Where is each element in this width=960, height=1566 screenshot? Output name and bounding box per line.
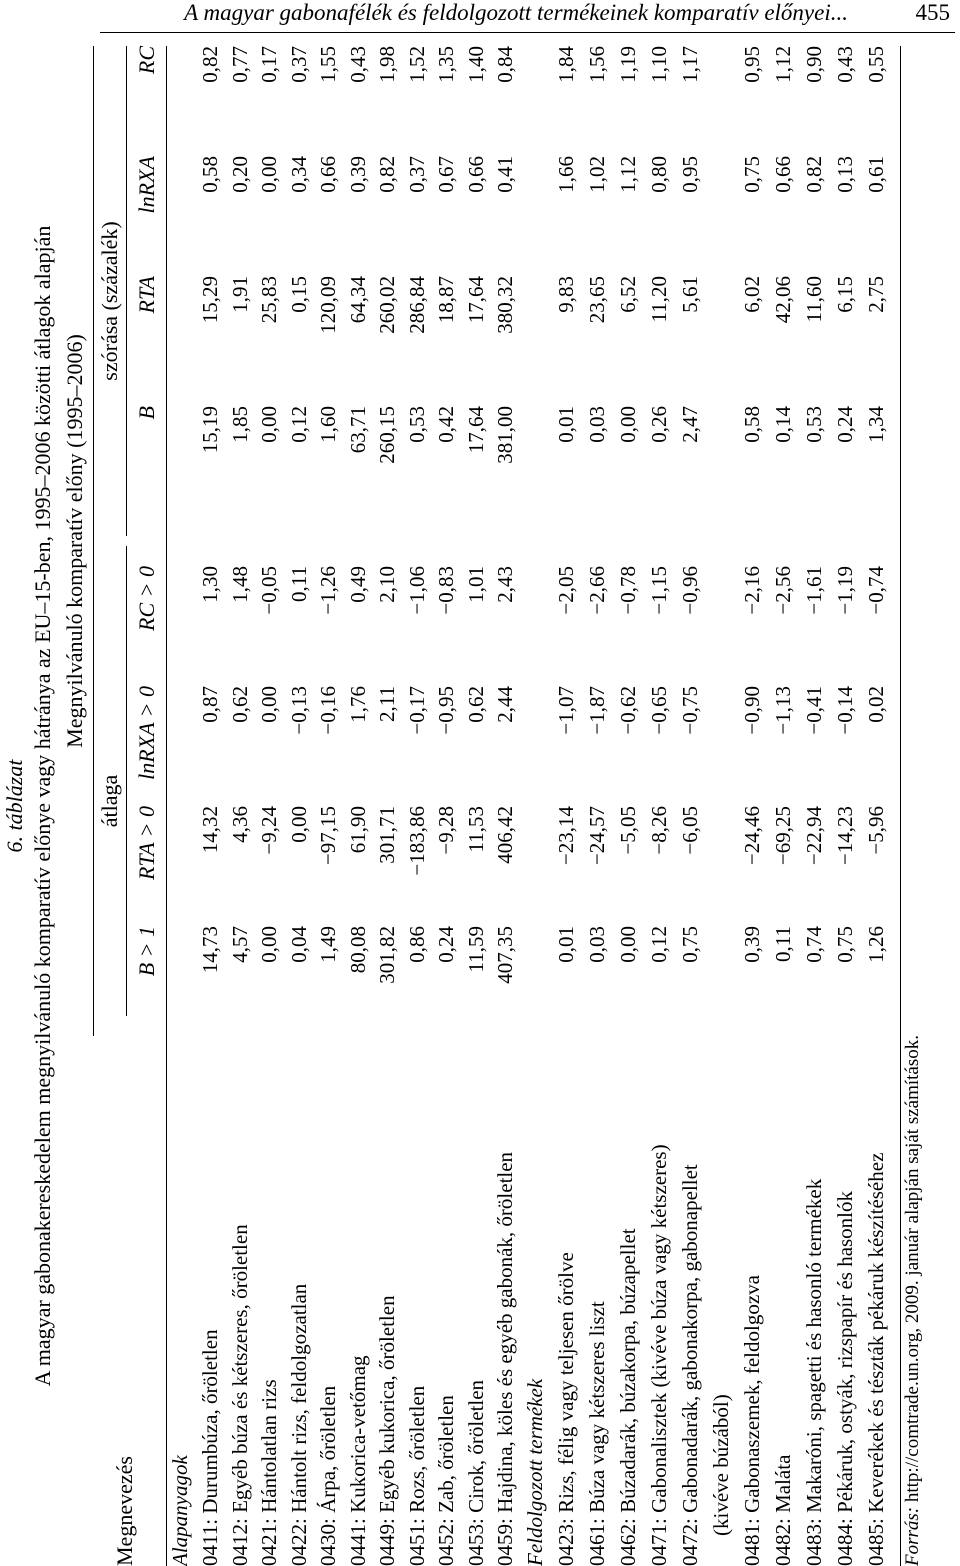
row-value: 0,43 (833, 46, 857, 83)
row-value: −0,90 (740, 686, 764, 735)
row-label-continuation: (kivéve búzából) (709, 1394, 733, 1536)
row-value: 0,13 (833, 156, 857, 193)
row-value: 2,75 (864, 276, 888, 313)
table-row (585, 46, 611, 1566)
row-value: 2,11 (375, 686, 399, 722)
row-value: 0,14 (771, 406, 795, 443)
row-value: 17,64 (463, 276, 488, 324)
row-label: 0451: Rozs, őröletlen (404, 1385, 429, 1566)
row-value: 6,15 (833, 276, 857, 313)
row-value: 0,12 (647, 926, 671, 963)
row-value: 0,00 (616, 926, 640, 963)
row-value: 42,06 (771, 276, 795, 324)
row-value: 17,64 (463, 406, 488, 454)
col-header: lnRXA > 0 (134, 686, 159, 780)
row-value: 0,66 (316, 156, 340, 193)
row-value: 1,26 (864, 926, 888, 963)
row-value: 4,36 (227, 806, 252, 843)
row-label: 0484: Pékáruk, ostyák, rizspapír és hasonlók (833, 1190, 857, 1566)
row-value: −8,26 (647, 806, 671, 855)
row-value: 0,37 (286, 46, 311, 83)
row-value: 0,95 (678, 156, 702, 193)
table-row (771, 46, 797, 1566)
page-header (0, 0, 960, 40)
row-label: 0412: Egyéb búza és kétszeres, őröletlen (227, 1224, 252, 1566)
row-value: −0,75 (678, 686, 702, 735)
row-value: 0,62 (463, 686, 488, 723)
row-value: 0,74 (802, 926, 826, 963)
table-row (802, 46, 828, 1566)
row-value: 0,01 (554, 926, 578, 963)
row-value: 0,26 (647, 406, 671, 443)
col-header: RTA (134, 276, 159, 314)
source-text: http://comtrade.un.org, 2009. január alapján saját számítások. (902, 1034, 923, 1503)
row-label: 0485: Keverékek és tészták pékáruk készítéséhez (864, 1152, 888, 1566)
row-label: 0471: Gabonalisztek (kivéve búza vagy kétszeres) (647, 1144, 671, 1566)
row-value: 9,83 (554, 276, 578, 313)
row-value: −2,16 (740, 566, 764, 615)
row-value: 0,01 (554, 406, 578, 443)
row-value: 0,75 (833, 926, 857, 963)
row-label: 0441: Kukorica-vetőmag (345, 1355, 370, 1566)
row-value: 0,03 (585, 926, 609, 963)
rotated-table (0, 46, 925, 1566)
row-value: 1,48 (227, 566, 252, 603)
row-value: 6,52 (616, 276, 640, 313)
row-value: 0,66 (463, 156, 488, 193)
row-label: 0422: Hántolt rizs, feldolgozatlan (286, 1283, 311, 1566)
row-value: 407,35 (493, 926, 517, 984)
row-value: 2,10 (375, 566, 399, 603)
row-value: −2,56 (771, 566, 795, 615)
row-value: 0,34 (286, 156, 311, 193)
table-row (287, 46, 313, 1566)
row-label: 0453: Cirok, őröletlen (463, 1379, 488, 1566)
row-value: 1,19 (616, 46, 640, 83)
row-value: 1,49 (316, 926, 340, 963)
row-value: 0,77 (227, 46, 252, 83)
row-value: −0,05 (257, 566, 281, 615)
row-value: 6,02 (740, 276, 764, 313)
row-value: 0,87 (198, 686, 222, 723)
row-value: 0,11 (286, 566, 311, 602)
row-value: 1,12 (771, 46, 795, 83)
table-row (434, 46, 460, 1566)
row-value: 1,55 (316, 46, 340, 83)
row-value: 120,09 (316, 276, 340, 334)
row-value: 0,66 (771, 156, 795, 193)
row-value: −0,96 (678, 566, 702, 615)
row-value: −1,61 (802, 566, 826, 615)
col-header: B > 1 (134, 926, 159, 977)
row-value: 15,29 (198, 276, 222, 324)
row-value: 1,17 (678, 46, 702, 83)
row-value: 406,42 (493, 806, 517, 864)
row-label: 0481: Gabonaszemek, feldolgozva (740, 1275, 764, 1566)
row-label: 0452: Zab, őröletlen (434, 1395, 458, 1566)
row-value: 0,82 (802, 156, 826, 193)
row-value: 0,80 (647, 156, 671, 193)
table-row (198, 46, 224, 1566)
col-name-header: Megnevezés (112, 1456, 137, 1566)
row-value: 25,83 (257, 276, 281, 324)
row-value: −1,07 (554, 686, 578, 735)
table-row (647, 46, 673, 1566)
row-value: 1,66 (554, 156, 578, 193)
row-value: 0,75 (678, 926, 702, 963)
row-value: 0,41 (493, 156, 517, 193)
row-value: −2,05 (554, 566, 578, 615)
row-value: 0,75 (740, 156, 764, 193)
row-value: 0,49 (345, 566, 370, 603)
row-value: 1,85 (227, 406, 252, 443)
row-value: 11,60 (802, 276, 826, 323)
row-value: 380,32 (493, 276, 517, 334)
row-value: −0,65 (647, 686, 671, 735)
row-value: −23,14 (554, 806, 578, 866)
row-value: 0,00 (257, 926, 281, 963)
table-row (464, 46, 490, 1566)
row-value: 0,82 (198, 46, 222, 83)
row-value: 0,02 (864, 686, 888, 723)
rule-variance (126, 46, 127, 536)
group-variance: szórása (százalék) (97, 221, 122, 381)
table-number: 6. táblázat (2, 759, 27, 853)
rule-table-bottom (900, 46, 901, 1566)
row-value: 0,03 (585, 406, 609, 443)
row-value: 0,67 (434, 156, 458, 193)
row-value: 0,58 (198, 156, 222, 193)
row-value: 0,95 (740, 46, 764, 83)
row-value: 0,86 (404, 926, 429, 963)
table-row (833, 46, 859, 1566)
row-label: 0449: Egyéb kukorica, őröletlen (375, 1295, 399, 1566)
row-label: 0482: Maláta (771, 1454, 795, 1566)
row-value: 1,56 (585, 46, 609, 83)
col-header: lnRXA (134, 156, 159, 214)
row-value: 0,00 (257, 686, 281, 723)
row-value: 1,76 (345, 686, 370, 723)
row-value: −0,16 (316, 686, 340, 735)
row-value: 0,90 (802, 46, 826, 83)
row-value: 14,73 (198, 926, 222, 974)
row-value: −0,83 (434, 566, 458, 615)
page-number: 455 (915, 0, 950, 25)
row-value: 0,00 (257, 156, 281, 193)
row-value: 0,53 (404, 406, 429, 443)
section-feldolgozott: Feldolgozott termékek (523, 1378, 547, 1566)
col-header: RC > 0 (134, 566, 159, 631)
row-label: 0472: Gabonadarák, gabonakorpa, gabonapellet (678, 1164, 702, 1566)
rule-average (126, 546, 127, 1016)
col-header: RTA > 0 (134, 806, 159, 880)
row-value: −0,62 (616, 686, 640, 735)
row-value: 1,01 (463, 566, 488, 603)
rule-subtitle (93, 46, 94, 1036)
row-value: −5,05 (616, 806, 640, 855)
row-value: 1,91 (227, 276, 252, 313)
row-value: −0,78 (616, 566, 640, 615)
header-rule (100, 32, 955, 33)
row-value: 1,02 (585, 156, 609, 193)
row-value: 260,15 (375, 406, 399, 464)
row-value: 80,08 (345, 926, 370, 974)
row-value: −24,57 (585, 806, 609, 866)
row-label: 0483: Makaróni, spagetti és hasonló termékek (802, 1178, 826, 1566)
section-alapanyagok: Alapanyagok (168, 1455, 192, 1566)
row-value: 2,47 (678, 406, 702, 443)
table-row (616, 46, 642, 1566)
table-row (228, 46, 254, 1566)
table-row (257, 46, 283, 1566)
running-title: A magyar gabonafélék és feldolgozott termékeinek komparatív előnyei... (184, 0, 848, 25)
row-value: 1,34 (864, 406, 888, 443)
row-value: 301,71 (375, 806, 399, 864)
row-value: −0,14 (833, 686, 857, 735)
table-row (864, 46, 890, 1566)
row-value: −0,74 (864, 566, 888, 615)
row-value: 0,39 (740, 926, 764, 963)
row-value: 1,30 (198, 566, 222, 603)
col-header: RC (134, 46, 159, 75)
row-value: 23,65 (585, 276, 609, 324)
row-value: 1,52 (404, 46, 429, 83)
row-value: −9,24 (257, 806, 281, 855)
row-value: −1,87 (585, 686, 609, 735)
row-value: 2,43 (493, 566, 517, 603)
row-value: 0,84 (493, 46, 517, 83)
row-value: 1,35 (434, 46, 458, 83)
row-value: −0,41 (802, 686, 826, 735)
row-value: −9,28 (434, 806, 458, 855)
rule-header-bottom (166, 46, 167, 1566)
table-subtitle: Megnyilvánuló komparatív előny (1995–2006) (62, 334, 87, 748)
row-value: −0,95 (434, 686, 458, 735)
row-value: 0,00 (616, 406, 640, 443)
row-value: 1,10 (647, 46, 671, 83)
row-label: 0462: Búzadarák, búzakorpa, búzapellet (616, 1228, 640, 1566)
row-value: −1,26 (316, 566, 340, 615)
row-value: 0,17 (257, 46, 281, 83)
row-value: −6,05 (678, 806, 702, 855)
row-value: −69,25 (771, 806, 795, 866)
row-value: 64,34 (345, 276, 370, 324)
col-header: B (134, 406, 159, 420)
row-label: 0459: Hajdina, köles és egyéb gabonák, őröletlen (493, 1151, 517, 1566)
row-value: 11,59 (463, 926, 488, 973)
row-value: 18,87 (434, 276, 458, 324)
table-row (316, 46, 342, 1566)
row-value: 260,02 (375, 276, 399, 334)
row-label: 0461: Búza vagy kétszeres liszt (585, 1301, 609, 1566)
row-value: 286,84 (404, 276, 429, 334)
row-value: −22,94 (802, 806, 826, 866)
row-value: 0,04 (286, 926, 311, 963)
row-value: 381,00 (493, 406, 517, 464)
row-value: 0,43 (345, 46, 370, 83)
row-value: 0,24 (833, 406, 857, 443)
row-value: 61,90 (345, 806, 370, 854)
row-value: 0,20 (227, 156, 252, 193)
table-row (678, 46, 704, 1566)
row-value: 0,39 (345, 156, 370, 193)
row-value: 4,57 (227, 926, 252, 963)
group-average: átlaga (97, 774, 122, 828)
row-value: 0,24 (434, 926, 458, 963)
row-value: −1,13 (771, 686, 795, 735)
row-value: 0,61 (864, 156, 888, 193)
table-row-continuation (709, 46, 735, 1566)
row-value: −2,66 (585, 566, 609, 615)
row-value: 0,58 (740, 406, 764, 443)
row-value: 15,19 (198, 406, 222, 454)
row-value: 1,40 (463, 46, 488, 83)
row-label: 0430: Árpa, őröletlen (316, 1385, 340, 1566)
row-value: 0,00 (257, 406, 281, 443)
row-value: −97,15 (316, 806, 340, 866)
row-label: 0421: Hántolatlan rizs (257, 1379, 281, 1566)
source-note (902, 1035, 924, 1566)
row-value: 2,44 (493, 686, 517, 723)
row-value: 1,12 (616, 156, 640, 193)
row-value: −0,17 (404, 686, 429, 735)
table-row (493, 46, 519, 1566)
table-row (346, 46, 372, 1566)
row-value: 0,55 (864, 46, 888, 83)
table-title: A magyar gabonakereskedelem megnyilvánuló komparatív előnye vagy hátránya az EU–15-ben, 1995–2006 közötti átlagok alapján (30, 225, 55, 1387)
row-value: 14,32 (198, 806, 222, 854)
row-value: −5,96 (864, 806, 888, 855)
row-value: −0,13 (286, 686, 311, 735)
row-label: 0423: Rizs, félig vagy teljesen őrölve (554, 1252, 578, 1566)
row-value: 0,62 (227, 686, 252, 723)
row-value: 0,82 (375, 156, 399, 193)
row-label: 0411: Durumbúza, őröletlen (198, 1329, 222, 1566)
row-value: 0,37 (404, 156, 429, 193)
row-value: −1,19 (833, 566, 857, 615)
table-row (740, 46, 766, 1566)
row-value: 0,53 (802, 406, 826, 443)
row-value: −183,86 (404, 806, 429, 876)
row-value: 11,53 (463, 806, 488, 853)
row-value: 5,61 (678, 276, 702, 313)
row-value: 0,12 (286, 406, 311, 443)
row-value: 1,60 (316, 406, 340, 443)
table-row (554, 46, 580, 1566)
row-value: 0,00 (286, 806, 311, 843)
row-value: 1,98 (375, 46, 399, 83)
row-value: 0,15 (286, 276, 311, 313)
row-value: 63,71 (345, 406, 370, 454)
source-label: Forrás: (902, 1506, 923, 1566)
row-value: −24,46 (740, 806, 764, 866)
row-value: 301,82 (375, 926, 399, 984)
row-value: 0,11 (771, 926, 795, 962)
table-row (405, 46, 431, 1566)
row-value: 11,20 (647, 276, 671, 323)
row-value: 1,84 (554, 46, 578, 83)
row-value: −1,06 (404, 566, 429, 615)
row-value: −1,15 (647, 566, 671, 615)
table-row (375, 46, 401, 1566)
row-value: −14,23 (833, 806, 857, 866)
row-value: 0,42 (434, 406, 458, 443)
